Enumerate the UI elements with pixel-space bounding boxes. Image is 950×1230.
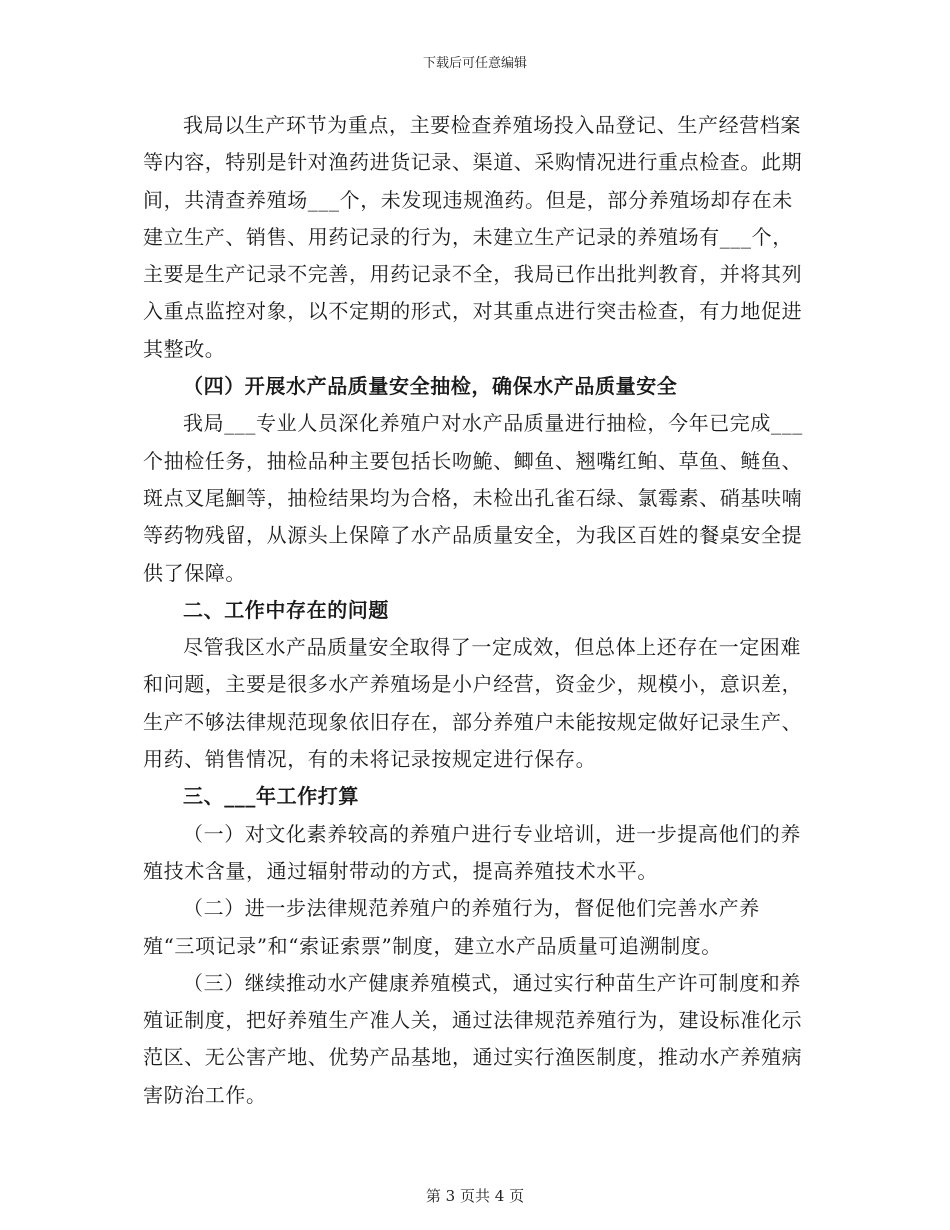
paragraph-plan-3: （三）继续推动水产健康养殖模式，通过实行种苗生产许可制度和养殖证制度，把好养殖生产准人关，通过法律规范养殖行为，建设标准化示范区、无公害产地、优势产品基地，通过实行渔医制度，推动水产养殖病害防治工作。 bbox=[143, 970, 803, 1107]
paragraph-inspection: 我局以生产环节为重点，主要检查养殖场投入品登记、生产经营档案等内容，特别是针对渔药进货记录、渠道、采购情况进行重点检查。此期间，共清查养殖场___个，未发现违规渔药。但是，部分养殖场却存在未建立生产、销售、用药记录的行为，未建立生产记录的养殖场有___个，主要是生产记录不完善，用药记录不全，我局已作出批判教育，并将其列入重点监控对象，以不定期的形式，对其重点进行突击检查，有力地促进其整改。 bbox=[143, 113, 803, 361]
page-header: 下载后可任意编辑 bbox=[422, 56, 527, 71]
document-body bbox=[143, 107, 803, 1114]
section-heading-sampling: （四）开展水产品质量安全抽检，确保水产品质量安全 bbox=[183, 374, 678, 399]
paragraph-plan-2: （二）进一步法律规范养殖户的养殖行为，督促他们完善水产养殖“三项记录”和“索证索票”制度，建立水产品质量可追溯制度。 bbox=[143, 896, 760, 958]
paragraph-problems: 尽管我区水产品质量安全取得了一定成效，但总体上还存在一定困难和问题，主要是很多水产养殖场是小户经营，资金少，规模小，意识差，生产不够法律规范现象依旧存在，部分养殖户未能按规定做好记录生产、用药、销售情况，有的未将记录按规定进行保存。 bbox=[143, 635, 803, 772]
section-heading-plans: 三、___年工作打算 bbox=[183, 784, 359, 809]
paragraph-plan-1: （一）对文化素养较高的养殖户进行专业培训，进一步提高他们的养殖技术含量，通过辐射带动的方式，提高养殖技术水平。 bbox=[143, 821, 801, 883]
section-heading-problems: 二、工作中存在的问题 bbox=[183, 597, 389, 622]
page-number-footer: 第 3 页共 4 页 bbox=[425, 1187, 525, 1205]
paragraph-sampling: 我局___专业人员深化养殖户对水产品质量进行抽检，今年已完成___个抽检任务，抽检品种主要包括长吻鮠、鲫鱼、翘嘴红鲌、草鱼、鲢鱼、斑点叉尾鮰等，抽检结果均为合格，未检出孔雀石绿、氯霉素、硝基呋喃等药物残留，从源头上保障了水产品质量安全，为我区百姓的餐桌安全提供了保障。 bbox=[143, 411, 803, 585]
